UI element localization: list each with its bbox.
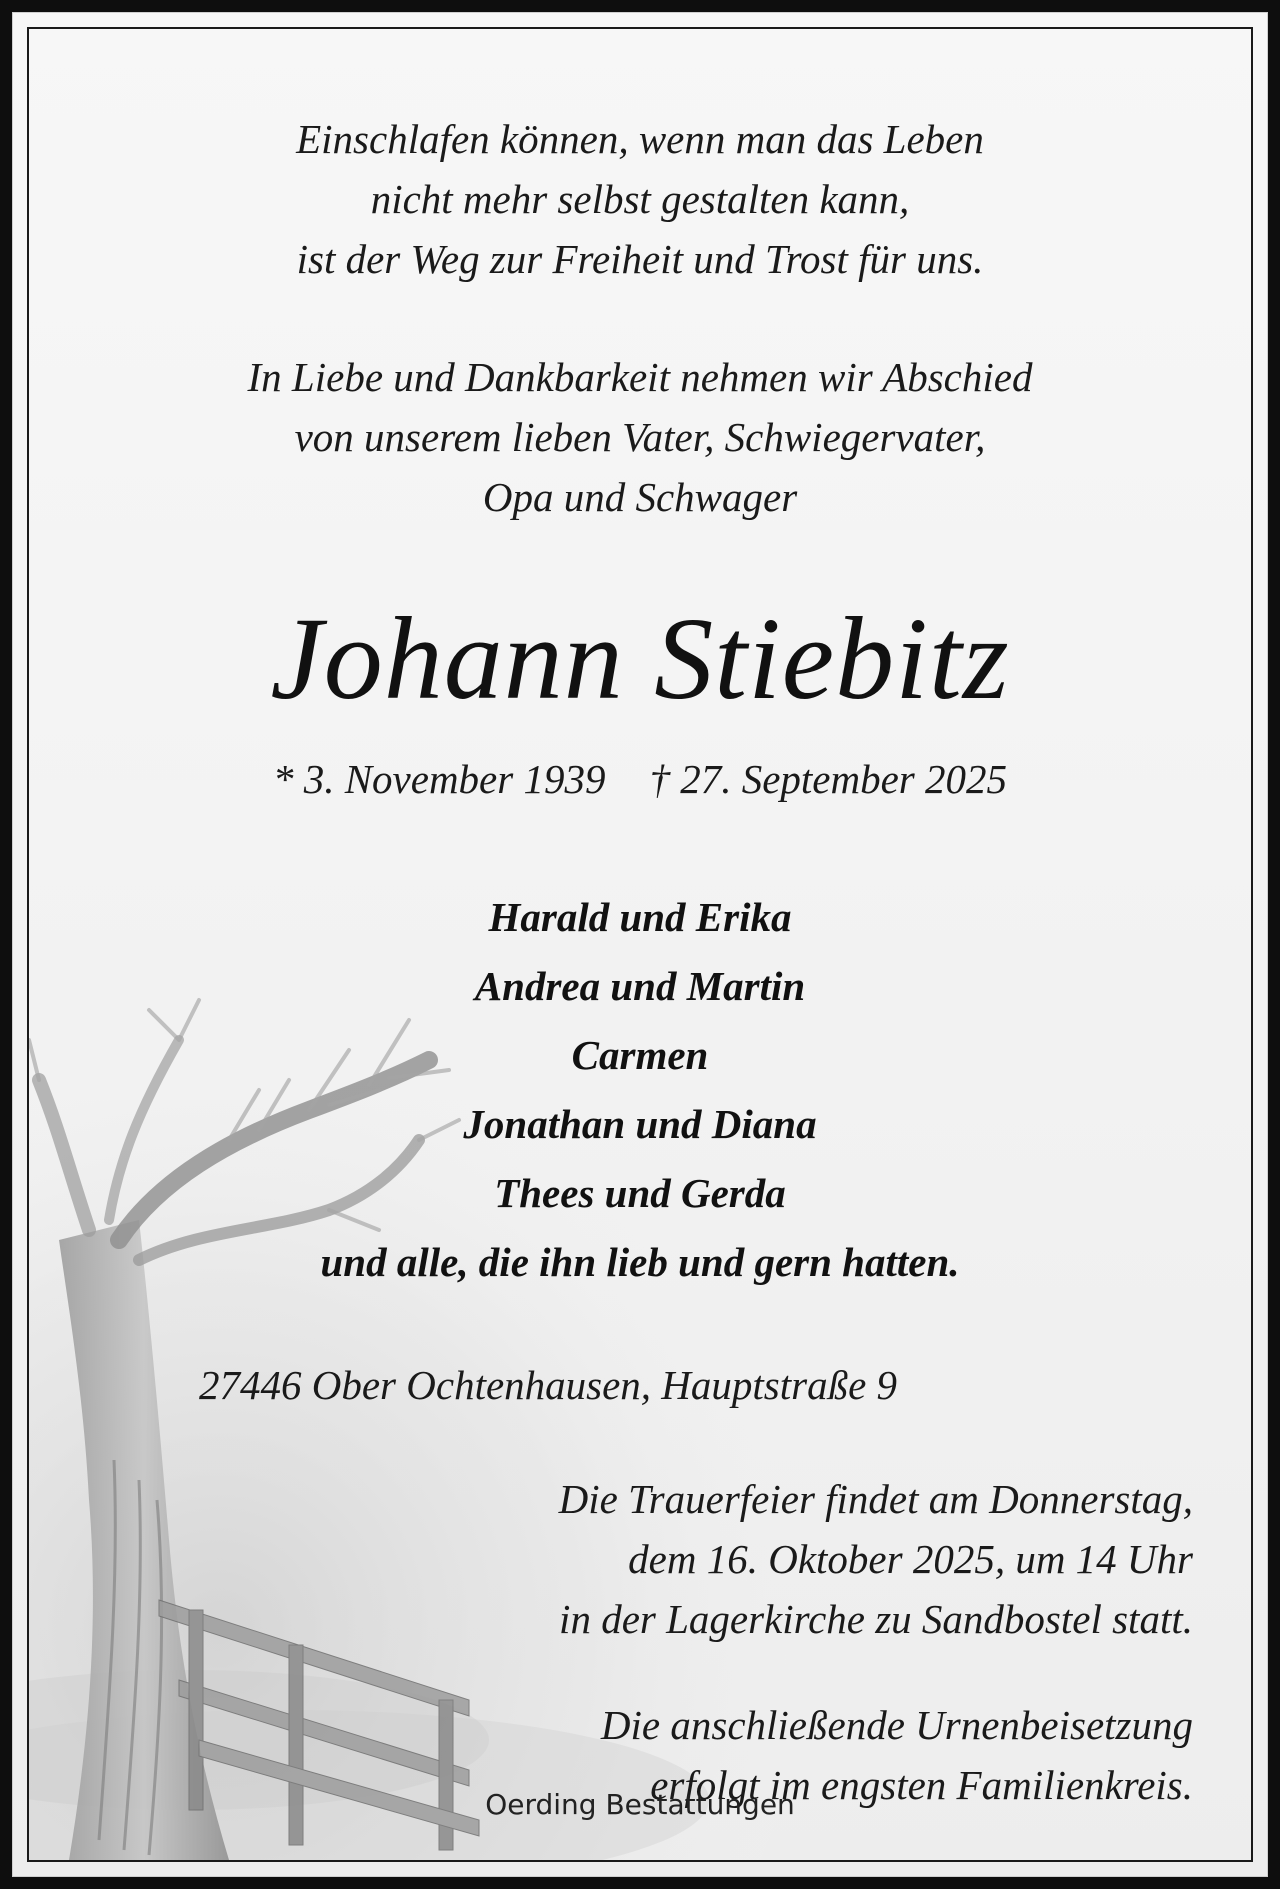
farewell-intro bbox=[29, 347, 1251, 527]
deceased-name: Johann Stiebitz bbox=[270, 593, 1010, 724]
service-line: in der Lagerkirche zu Sandbostel statt. bbox=[559, 1596, 1193, 1642]
burial-line: erfolgt im engsten Familienkreis. bbox=[650, 1762, 1193, 1808]
verse-line: Einschlafen können, wenn man das Leben bbox=[296, 116, 984, 162]
mourners-list bbox=[29, 883, 1251, 1297]
obituary-content bbox=[29, 29, 1251, 1860]
birth-date: * 3. November 1939 bbox=[272, 756, 606, 802]
verse bbox=[29, 109, 1251, 289]
mourner: Jonathan und Diana bbox=[463, 1101, 817, 1147]
obituary-card bbox=[12, 12, 1268, 1877]
intro-line: Opa und Schwager bbox=[482, 474, 798, 520]
service-line: dem 16. Oktober 2025, um 14 Uhr bbox=[628, 1536, 1193, 1582]
funeral-service-info bbox=[559, 1469, 1193, 1649]
funeral-home-name: Oerding Bestattungen bbox=[485, 1788, 795, 1821]
service-line: Die Trauerfeier findet am Donnerstag, bbox=[558, 1476, 1193, 1522]
mourner: Andrea und Martin bbox=[474, 963, 806, 1009]
verse-line: nicht mehr selbst gestalten kann, bbox=[370, 176, 910, 222]
death-date: † 27. September 2025 bbox=[649, 756, 1008, 802]
mourner: Carmen bbox=[571, 1032, 709, 1078]
life-dates bbox=[29, 749, 1251, 809]
mourner: Harald und Erika bbox=[488, 894, 792, 940]
mourner: und alle, die ihn lieb und gern hatten. bbox=[320, 1239, 960, 1285]
mourner: Thees und Gerda bbox=[494, 1170, 786, 1216]
burial-line: Die anschließende Urnenbeisetzung bbox=[600, 1702, 1193, 1748]
intro-line: von unserem lieben Vater, Schwiegervater, bbox=[294, 414, 986, 460]
verse-line: ist der Weg zur Freiheit und Trost für uns. bbox=[296, 236, 984, 282]
intro-line: In Liebe und Dankbarkeit nehmen wir Abschied bbox=[247, 354, 1033, 400]
family-address: 27446 Ober Ochtenhausen, Hauptstraße 9 bbox=[199, 1362, 898, 1408]
obituary-frame bbox=[27, 27, 1253, 1862]
